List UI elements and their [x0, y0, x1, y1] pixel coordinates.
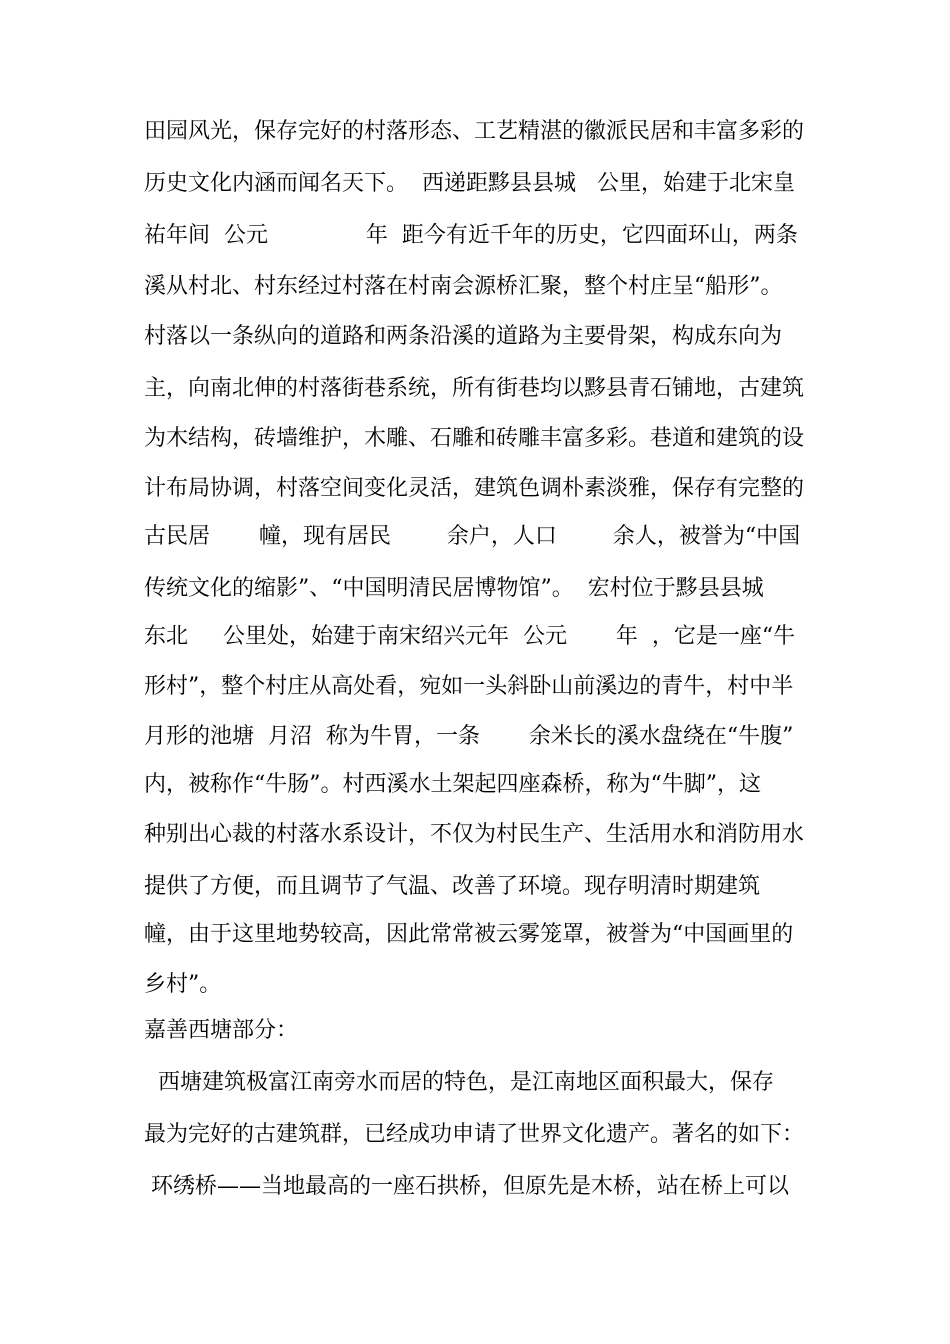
text-line: 村落以一条纵向的道路和两条沿溪的道路为主要骨架，构成东向为 — [144, 324, 783, 349]
text-line: 祐年间 公元 年 距今有近千年的历史，它四面环山，两条 — [144, 223, 798, 248]
text-line: 提供了方便，而且调节了气温、改善了环境。现存明清时期建筑 — [144, 874, 761, 899]
text-line: 最为完好的古建筑群，已经成功申请了世界文化遗产。著名的如下： — [144, 1122, 805, 1147]
text-line: 形村”，整个村庄从高处看，宛如一头斜卧山前溪边的青牛，村中半 — [144, 674, 794, 699]
text-line: 溪从村北、村东经过村落在村南会源桥汇聚，整个村庄呈“船形”。 — [144, 274, 783, 299]
text-line: 东北 公里处，始建于南宋绍兴元年 公元 年 ，它是一座“牛 — [144, 624, 796, 649]
text-line: 为木结构，砖墙维护，木雕、石雕和砖雕丰富多彩。巷道和建筑的设 — [144, 426, 805, 451]
text-line: 乡村”。 — [144, 972, 222, 997]
text-line: 环绣桥——当地最高的一座石拱桥，但原先是木桥，站在桥上可以 — [144, 1174, 789, 1199]
section-heading: 嘉善西塘部分： — [144, 1018, 299, 1043]
text-line: 幢，由于这里地势较高，因此常常被云雾笼罩，被誉为“中国画里的 — [144, 922, 794, 947]
text-line: 古民居 幢，现有居民 余户，人口 余人，被誉为“中国 — [144, 524, 801, 549]
text-line: 西塘建筑极富江南旁水而居的特色，是江南地区面积最大，保存 — [144, 1070, 774, 1095]
text-line: 计布局协调，村落空间变化灵活，建筑色调朴素淡雅，保存有完整的 — [144, 476, 805, 501]
text-line: 传统文化的缩影”、“中国明清民居博物馆”。 宏村位于黟县县城 — [144, 576, 764, 601]
text-line: 主，向南北伸的村落街巷系统，所有街巷均以黟县青石铺地，古建筑 — [144, 376, 805, 401]
text-line: 种别出心裁的村落水系设计，不仅为村民生产、生活用水和消防用水 — [144, 822, 805, 847]
text-line: 历史文化内涵而闻名天下。 西递距黟县县城 公里，始建于北宋皇 — [144, 171, 795, 196]
text-line: 月形的池塘 月沼 称为牛胃，一条 余米长的溪水盘绕在“牛腹” — [144, 724, 794, 749]
text-line: 田园风光，保存完好的村落形态、工艺精湛的徽派民居和丰富多彩的 — [144, 119, 805, 144]
text-line: 内，被称作“牛肠”。村西溪水土架起四座森桥，称为“牛脚”，这 — [144, 772, 761, 797]
body-text — [144, 0, 814, 1199]
